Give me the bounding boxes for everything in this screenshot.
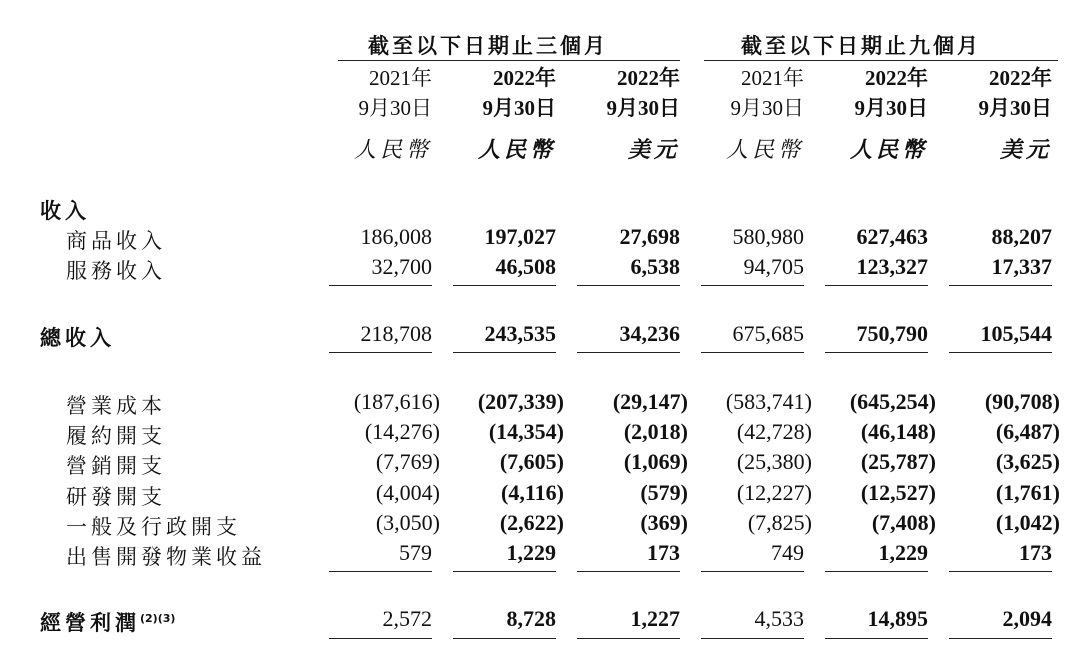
- subtotal-rule: [701, 571, 804, 572]
- table-cell: (90,708): [984, 389, 1060, 414]
- table-cell: 17,337: [991, 254, 1052, 279]
- table-cell: 8,728: [506, 606, 556, 631]
- table-cell: 32,700: [371, 254, 432, 279]
- subtotal-rule: [577, 285, 680, 286]
- table-cell: (1,069): [623, 449, 688, 474]
- subtotal-rule: [453, 285, 556, 286]
- table-cell: (7,825): [747, 510, 812, 535]
- row-fulfillment-label: 履約開支: [66, 424, 166, 448]
- table-cell: (42,728): [736, 419, 812, 444]
- row-product-revenue-label: 商品收入: [66, 229, 166, 253]
- table-cell: 14,895: [867, 606, 928, 631]
- total-rule: [329, 352, 432, 353]
- final-rule: [329, 638, 432, 639]
- table-cell: 2,572: [382, 606, 432, 631]
- table-cell: (29,147): [612, 389, 688, 414]
- subtotal-rule: [453, 571, 556, 572]
- table-cell: 1,229: [506, 540, 556, 565]
- table-cell: (3,625): [995, 449, 1060, 474]
- table-cell: 218,708: [360, 321, 432, 346]
- table-cell: 2,094: [1002, 606, 1052, 631]
- table-cell: 243,535: [484, 321, 556, 346]
- col-2-year: 2022年: [493, 66, 556, 90]
- col-3-year: 2022年: [617, 66, 680, 90]
- row-gna-label: 一般及行政開支: [66, 515, 241, 539]
- table-cell: 750,790: [856, 321, 928, 346]
- col-2-date: 9月30日: [482, 96, 556, 120]
- table-cell: (1,761): [995, 480, 1060, 505]
- table-cell: (583,741): [725, 389, 812, 414]
- group-underline-nine-months: [704, 60, 1058, 61]
- table-cell: (3,050): [375, 510, 440, 535]
- subtotal-rule: [329, 285, 432, 286]
- final-rule: [949, 638, 1052, 639]
- table-cell: (579): [640, 480, 688, 505]
- table-cell: 675,685: [732, 321, 804, 346]
- table-cell: 173: [1019, 540, 1052, 565]
- total-rule: [453, 352, 556, 353]
- row-total-revenue-label: 總收入: [40, 326, 115, 350]
- col-1-currency: 人民幣: [353, 137, 432, 162]
- table-cell: (2,018): [623, 419, 688, 444]
- footnote-ref: (2)(3): [140, 612, 176, 625]
- table-cell: (187,616): [353, 389, 440, 414]
- col-6-currency: 美元: [999, 137, 1052, 162]
- col-4-date: 9月30日: [730, 96, 804, 120]
- col-6-date: 9月30日: [978, 96, 1052, 120]
- total-rule: [949, 352, 1052, 353]
- col-2-currency: 人民幣: [477, 137, 556, 162]
- table-cell: (369): [640, 510, 688, 535]
- table-cell: 88,207: [991, 224, 1052, 249]
- table-cell: (14,354): [488, 419, 564, 444]
- final-rule: [577, 638, 680, 639]
- col-1-year: 2021年: [369, 66, 432, 90]
- row-marketing-label: 營銷開支: [66, 454, 166, 478]
- subtotal-rule: [577, 571, 680, 572]
- table-cell: 34,236: [619, 321, 680, 346]
- final-rule: [453, 638, 556, 639]
- final-rule: [825, 638, 928, 639]
- table-cell: 4,533: [754, 606, 804, 631]
- table-cell: (25,787): [860, 449, 936, 474]
- col-5-year: 2022年: [865, 66, 928, 90]
- table-cell: (46,148): [860, 419, 936, 444]
- subtotal-rule: [825, 285, 928, 286]
- table-cell: (6,487): [995, 419, 1060, 444]
- table-cell: 1,229: [878, 540, 928, 565]
- table-cell: 46,508: [495, 254, 556, 279]
- row-service-revenue-label: 服務收入: [66, 259, 166, 283]
- group-header-nine-months: 截至以下日期止九個月: [741, 34, 981, 58]
- total-rule: [577, 352, 680, 353]
- col-5-currency: 人民幣: [849, 137, 928, 162]
- total-rule: [825, 352, 928, 353]
- table-cell: 1,227: [630, 606, 680, 631]
- table-cell: (645,254): [849, 389, 936, 414]
- subtotal-rule: [949, 285, 1052, 286]
- table-cell: (12,527): [860, 480, 936, 505]
- table-cell: 123,327: [856, 254, 928, 279]
- row-operating-profit-label: 經營利潤$^{(2)(3)}$: [40, 611, 176, 635]
- col-6-year: 2022年: [989, 66, 1052, 90]
- table-cell: (7,408): [871, 510, 936, 535]
- table-cell: (7,769): [375, 449, 440, 474]
- col-5-date: 9月30日: [854, 96, 928, 120]
- col-1-date: 9月30日: [358, 96, 432, 120]
- col-3-currency: 美元: [627, 137, 680, 162]
- col-4-year: 2021年: [741, 66, 804, 90]
- table-cell: (4,004): [375, 480, 440, 505]
- table-cell: (12,227): [736, 480, 812, 505]
- table-cell: 749: [771, 540, 804, 565]
- table-cell: 186,008: [360, 224, 432, 249]
- row-property-gain-label: 出售開發物業收益: [66, 545, 266, 569]
- table-cell: 580,980: [732, 224, 804, 249]
- table-cell: (207,339): [477, 389, 564, 414]
- total-rule: [701, 352, 804, 353]
- col-3-date: 9月30日: [606, 96, 680, 120]
- table-cell: (7,605): [499, 449, 564, 474]
- table-cell: 94,705: [743, 254, 804, 279]
- table-cell: 6,538: [630, 254, 680, 279]
- row-revenue-header-label: 收入: [40, 199, 90, 223]
- table-cell: (14,276): [364, 419, 440, 444]
- table-cell: (2,622): [499, 510, 564, 535]
- row-rnd-label: 研發開支: [66, 485, 166, 509]
- table-cell: (4,116): [501, 480, 564, 505]
- table-cell: 173: [647, 540, 680, 565]
- subtotal-rule: [329, 571, 432, 572]
- table-cell: (25,380): [736, 449, 812, 474]
- table-cell: 197,027: [484, 224, 556, 249]
- table-cell: 627,463: [856, 224, 928, 249]
- table-cell: (1,042): [995, 510, 1060, 535]
- final-rule: [701, 638, 804, 639]
- table-cell: 27,698: [619, 224, 680, 249]
- table-cell: 579: [399, 540, 432, 565]
- subtotal-rule: [701, 285, 804, 286]
- group-header-three-months: 截至以下日期止三個月: [368, 34, 608, 58]
- group-underline-three-months: [338, 60, 680, 61]
- table-cell: 105,544: [980, 321, 1052, 346]
- subtotal-rule: [949, 571, 1052, 572]
- subtotal-rule: [825, 571, 928, 572]
- row-cost-of-revenue-label: 營業成本: [66, 394, 166, 418]
- col-4-currency: 人民幣: [725, 137, 804, 162]
